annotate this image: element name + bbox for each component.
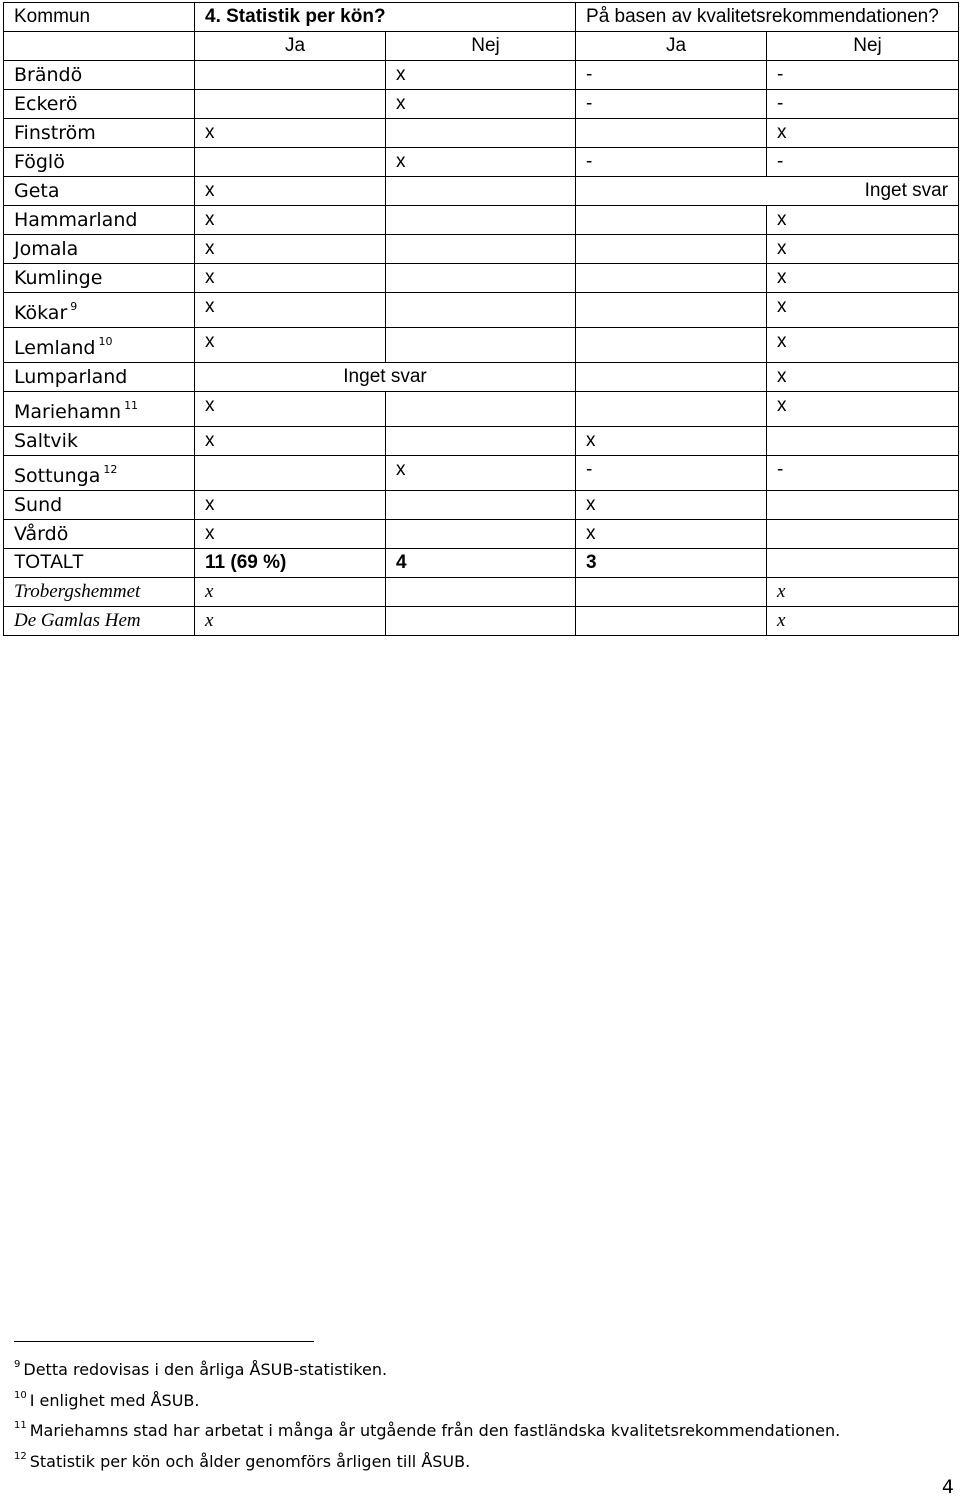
cell-kvalitet-ja: x (576, 427, 767, 456)
footnote-number: 10 (14, 1389, 27, 1401)
cell-statistik-nej (386, 177, 576, 206)
cell-statistik-nej: x (386, 148, 576, 177)
kommun-name (4, 456, 195, 491)
cell-statistik-nej (386, 520, 576, 549)
cell-kvalitet-ja (576, 607, 767, 636)
kommun-label: Vårdö (14, 523, 69, 545)
cell-kvalitet-ja (576, 578, 767, 607)
table-row (4, 328, 959, 363)
kommun-name (4, 520, 195, 549)
cell-statistik-ja: x (195, 235, 386, 264)
kommun-label: Kökar (14, 302, 68, 324)
cell-statistik-nej (386, 264, 576, 293)
kommun-label: Kumlinge (14, 267, 103, 289)
kommun-name (4, 491, 195, 520)
table-row (4, 520, 959, 549)
table-subheader-row (4, 32, 959, 61)
header-statistik-per-kon: 4. Statistik per kön? (195, 3, 576, 32)
cell-kvalitet-ja: - (576, 456, 767, 491)
page-number: 4 (941, 1476, 954, 1498)
kommun-name (4, 90, 195, 119)
table-row (4, 578, 959, 607)
kommun-label: Saltvik (14, 430, 78, 452)
cell-kvalitet-ja (576, 392, 767, 427)
cell-kvalitet-nej: x (767, 293, 959, 328)
cell-kvalitet-nej: x (767, 392, 959, 427)
footnote (14, 1352, 944, 1383)
cell-kvalitet-ja (576, 293, 767, 328)
footnote (14, 1444, 944, 1475)
footnote-number: 9 (14, 1359, 21, 1370)
footnote (14, 1383, 944, 1414)
cell-kvalitet-nej (767, 491, 959, 520)
cell-kvalitet-ja: - (576, 148, 767, 177)
kommun-label: Lumparland (14, 366, 128, 388)
table-header-row (4, 3, 959, 32)
cell-kvalitet-nej: x (767, 328, 959, 363)
cell-statistik-ja (195, 90, 386, 119)
cell-statistik-nej (386, 578, 576, 607)
cell-statistik-nej (386, 491, 576, 520)
subheader-ja-2: Ja (576, 32, 767, 61)
cell-kvalitet-nej: x (767, 264, 959, 293)
kommun-label: Sottunga (14, 465, 101, 487)
cell-statistik-nej (386, 119, 576, 148)
table-row (4, 363, 959, 392)
cell-statistik-ja (195, 61, 386, 90)
cell-kvalitet-nej: x (767, 607, 959, 636)
kommun-label: Föglö (14, 151, 65, 173)
cell-kvalitet-ja (576, 235, 767, 264)
header-kommun: Kommun (4, 3, 195, 32)
table-row (4, 293, 959, 328)
cell-kvalitet-nej (767, 427, 959, 456)
kommun-label: Finström (14, 122, 96, 144)
cell-kvalitet-nej: x (767, 119, 959, 148)
cell-kvalitet-ja (576, 119, 767, 148)
cell-statistik-nej (386, 206, 576, 235)
kommun-label: Sund (14, 494, 63, 516)
footnote-ref: 11 (124, 399, 139, 412)
cell-statistik-ja: x (195, 520, 386, 549)
cell-kvalitet-nej: x (767, 235, 959, 264)
cell-kvalitet-ja: x (576, 491, 767, 520)
cell-statistik-ja: x (195, 119, 386, 148)
cell-kvalitet-nej: x (767, 578, 959, 607)
table-row (4, 427, 959, 456)
footnote-ref: 10 (98, 335, 113, 348)
cell-kvalitet-nej: - (767, 90, 959, 119)
cell-kvalitet-ja (576, 363, 767, 392)
footnote (14, 1413, 944, 1444)
table-row (4, 119, 959, 148)
kommun-label: Brändö (14, 64, 83, 86)
cell-kvalitet-nej: - (767, 456, 959, 491)
cell-kvalitet-ja: - (576, 61, 767, 90)
cell-statistik-ja: x (195, 491, 386, 520)
footnote-text: Detta redovisas i den årliga ÅSUB-statistiken. (23, 1360, 388, 1379)
footnote-separator (14, 1341, 314, 1342)
cell-statistik-ja: x (195, 293, 386, 328)
table-row (4, 392, 959, 427)
cell-statistik-ja: x (195, 328, 386, 363)
cell-statistik-nej (386, 392, 576, 427)
cell-kvalitet-ja (576, 328, 767, 363)
kommun-name (4, 293, 195, 328)
cell-kvalitet-ja (576, 206, 767, 235)
kommun-name (4, 328, 195, 363)
subheader-empty (4, 32, 195, 61)
cell-kvalitet-ja (576, 264, 767, 293)
kommun-label: Jomala (14, 238, 79, 260)
total-kvalitet-ja: 3 (576, 549, 767, 578)
kommun-label: Eckerö (14, 93, 78, 115)
cell-statistik-ja: x (195, 578, 386, 607)
footnote-ref: 12 (103, 463, 118, 476)
kommun-label: Mariehamn (14, 401, 122, 423)
cell-statistik-nej: x (386, 90, 576, 119)
total-row (4, 549, 959, 578)
cell-statistik-ja: x (195, 206, 386, 235)
footnote-ref: 9 (70, 300, 78, 313)
cell-kvalitet-nej: - (767, 148, 959, 177)
kommun-name (4, 363, 195, 392)
cell-kvalitet-nej (767, 520, 959, 549)
cell-statistik-nej (386, 328, 576, 363)
footnotes (14, 1341, 944, 1474)
footnote-text: Mariehamns stad har arbetat i många år utgående från den fastländska kvalitetsrekommendationen. (29, 1421, 841, 1440)
cell-statistik-nej: x (386, 456, 576, 491)
kommun-name (4, 235, 195, 264)
cell-statistik-ja: x (195, 264, 386, 293)
cell-kvalitet-nej: - (767, 61, 959, 90)
cell-statistik-nej (386, 607, 576, 636)
subheader-ja-1: Ja (195, 32, 386, 61)
cell-statistik-ja: x (195, 607, 386, 636)
cell-statistik-nej (386, 293, 576, 328)
header-kvalitetsrekommendation: På basen av kvalitetsrekommendationen? (576, 3, 959, 32)
table-row (4, 264, 959, 293)
kommun-label: Lemland (14, 337, 96, 359)
kommun-name (4, 264, 195, 293)
kommun-name (4, 119, 195, 148)
table-row (4, 61, 959, 90)
cell-statistik-nej: x (386, 61, 576, 90)
table-row (4, 491, 959, 520)
kommun-name (4, 61, 195, 90)
cell-statistik-ja: x (195, 427, 386, 456)
kommun-name (4, 177, 195, 206)
footnote-number: 11 (14, 1420, 27, 1431)
kommun-name (4, 148, 195, 177)
cell-statistik-ja (195, 148, 386, 177)
cell-statistik-nej (386, 235, 576, 264)
subheader-nej-2: Nej (767, 32, 959, 61)
kommun-name (4, 427, 195, 456)
footnote-text: Statistik per kön och ålder genomförs årligen till ÅSUB. (29, 1451, 471, 1471)
cell-kvalitet-nej: x (767, 363, 959, 392)
home-name: De Gamlas Hem (4, 607, 195, 636)
footnote-number: 12 (14, 1450, 27, 1462)
total-label: TOTALT (4, 549, 195, 578)
total-statistik-nej: 4 (386, 549, 576, 578)
kommun-label: Hammarland (14, 209, 138, 231)
table-row (4, 607, 959, 636)
table-row (4, 90, 959, 119)
cell-statistik-nej (386, 427, 576, 456)
kommun-name (4, 392, 195, 427)
footnote-text: I enlighet med ÅSUB. (29, 1390, 200, 1410)
table-row (4, 235, 959, 264)
table-row (4, 177, 959, 206)
statistics-table (3, 2, 959, 636)
cell-statistik-ja (195, 456, 386, 491)
cell-statistik-ja: x (195, 392, 386, 427)
cell-statistik-ja: x (195, 177, 386, 206)
kommun-name (4, 206, 195, 235)
kommun-label: Geta (14, 180, 60, 202)
subheader-nej-1: Nej (386, 32, 576, 61)
cell-kvalitet-ja: x (576, 520, 767, 549)
cell-inget-svar: Inget svar (576, 177, 959, 206)
total-statistik-ja: 11 (69 %) (195, 549, 386, 578)
cell-kvalitet-nej: x (767, 206, 959, 235)
cell-kvalitet-ja: - (576, 90, 767, 119)
home-name: Trobergshemmet (4, 578, 195, 607)
cell-inget-svar: Inget svar (195, 363, 576, 392)
table-row (4, 456, 959, 491)
table-row (4, 148, 959, 177)
total-kvalitet-nej (767, 549, 959, 578)
table-row (4, 206, 959, 235)
